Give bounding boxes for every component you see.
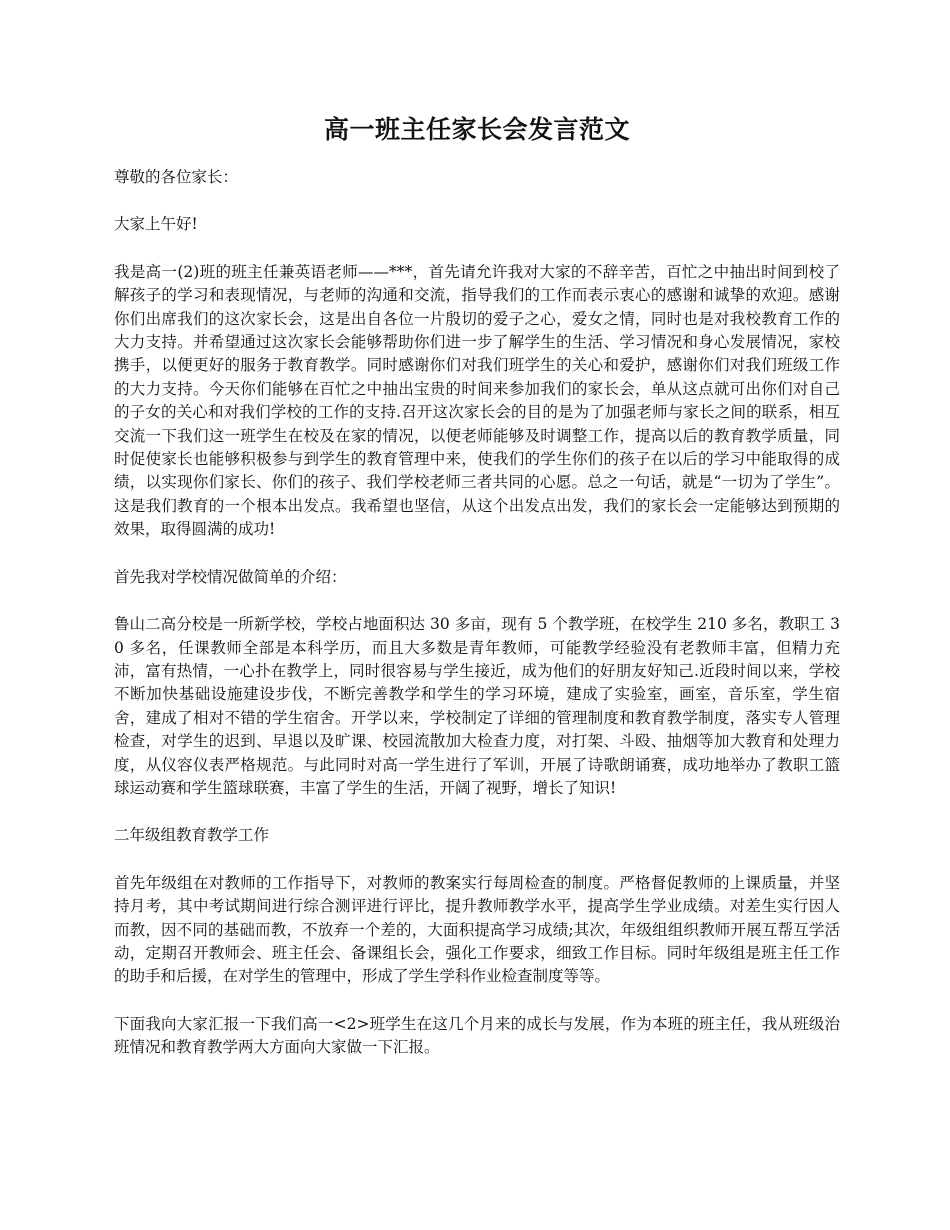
grade-work-paragraph: 首先年级组在对教师的工作指导下，对教师的教案实行每周检查的制度。严格督促教师的上课质量，并坚持月考，其中考试期间进行综合测评进行评比，提升教师教学水平，提高学生学业成绩。对差生实行因人而教，因不同的基础而教，不放弃一个差的，大面积提高学习成绩;其次，年级组组织教师开展互帮互学活动，定期召开教师会、班主任会、备课组长会，强化工作要求，细致工作目标。同时年级组是班主任工作的助手和后援，在对学生的管理中，形成了学生学科作业检查制度等等。 [114,873,840,986]
document-title: 高一班主任家长会发言范文 [323,115,630,144]
salutation: 尊敬的各位家长： [114,168,239,186]
grade-work-heading: 二年级组教育教学工作 [114,826,270,845]
school-intro-heading: 首先我对学校情况做简单的介绍： [114,567,347,586]
intro-paragraph: 我是高一(2)班的班主任兼英语老师——***，首先请允许我对大家的不辞辛苦，百忙之中抽出时间到校了解孩子的学习和表现情况，与老师的沟通和交流，指导我们的工作而表示衷心的感谢和诚挚的欢迎。感谢你们出席我们的这次家长会，这是出自各位一片殷切的爱子之心，爱女之情，同时也是对我校教育工作的大力支持。并希望通过这次家长会能够帮助你们进一步了解学生的生活、学习情况和身心发展情况，家校携手，以便更好的服务于教育教学。同时感谢你们对我们班学生的关心和爱护，感谢你们对我们班级工作的大力支持。今天你们能够在百忙之中抽出宝贵的时间来参加我们的家长会，单从这点就可出你们对自己的子女的关心和对我们学校的工作的支持.召开这次家长会的目的是为了加强老师与家长之间的联系，相互交流一下我们这一班学生在校及在家的情况，以便老师能够及时调整工作，提高以后的教育教学质量，同时促使家长也能够积极参与到学生的教育管理中来，使我们的学生你们的孩子在以后的学习中能取得的成绩，以实现你们家长、你们的孩子、我们学校老师三者共同的心愿。总之一句话，就是“一切为了学生”。这是我们教育的一个根本出发点。我希望也坚信，从这个出发点出发，我们的家长会一定能够达到预期的效果，取得圆满的成功! [114,262,840,539]
class-report-paragraph: 下面我向大家汇报一下我们高一<2>班学生在这几个月来的成长与发展，作为本班的班主任，我从班级治班情况和教育教学两大方面向大家做一下汇报。 [114,1014,840,1057]
document-page [114,112,840,1084]
greeting: 大家上午好! [114,215,198,234]
school-intro-paragraph: 鲁山二高分校是一所新学校，学校占地面积达 30 多亩，现有 5 个教学班，在校学生 210 多名，教职工 30 多名，任课教师全部是本科学历，而且大多数是青年教师，可能教学经验没有老教师丰富，但精力充沛，富有热情，一心扑在教学上，同时很容易与学生接近，成为他们的好朋友好知己.近段时间以来，学校不断加快基础设施建设步伐，不断完善教学和学生的学习环境，建成了实验室，画室，音乐室，学生宿舍，建成了相对不错的学生宿舍。开学以来，学校制定了详细的管理制度和教育教学制度，落实专人管理检查，对学生的迟到、早退以及旷课、校园流散加大检查力度，对打架、斗殴、抽烟等加大教育和处理力度，从仪容仪表严格规范。与此同时对高一学生进行了军训，开展了诗歌朗诵赛，成功地举办了教职工篮球运动赛和学生篮球联赛，丰富了学生的生活，开阔了视野，增长了知识! [114,615,840,797]
